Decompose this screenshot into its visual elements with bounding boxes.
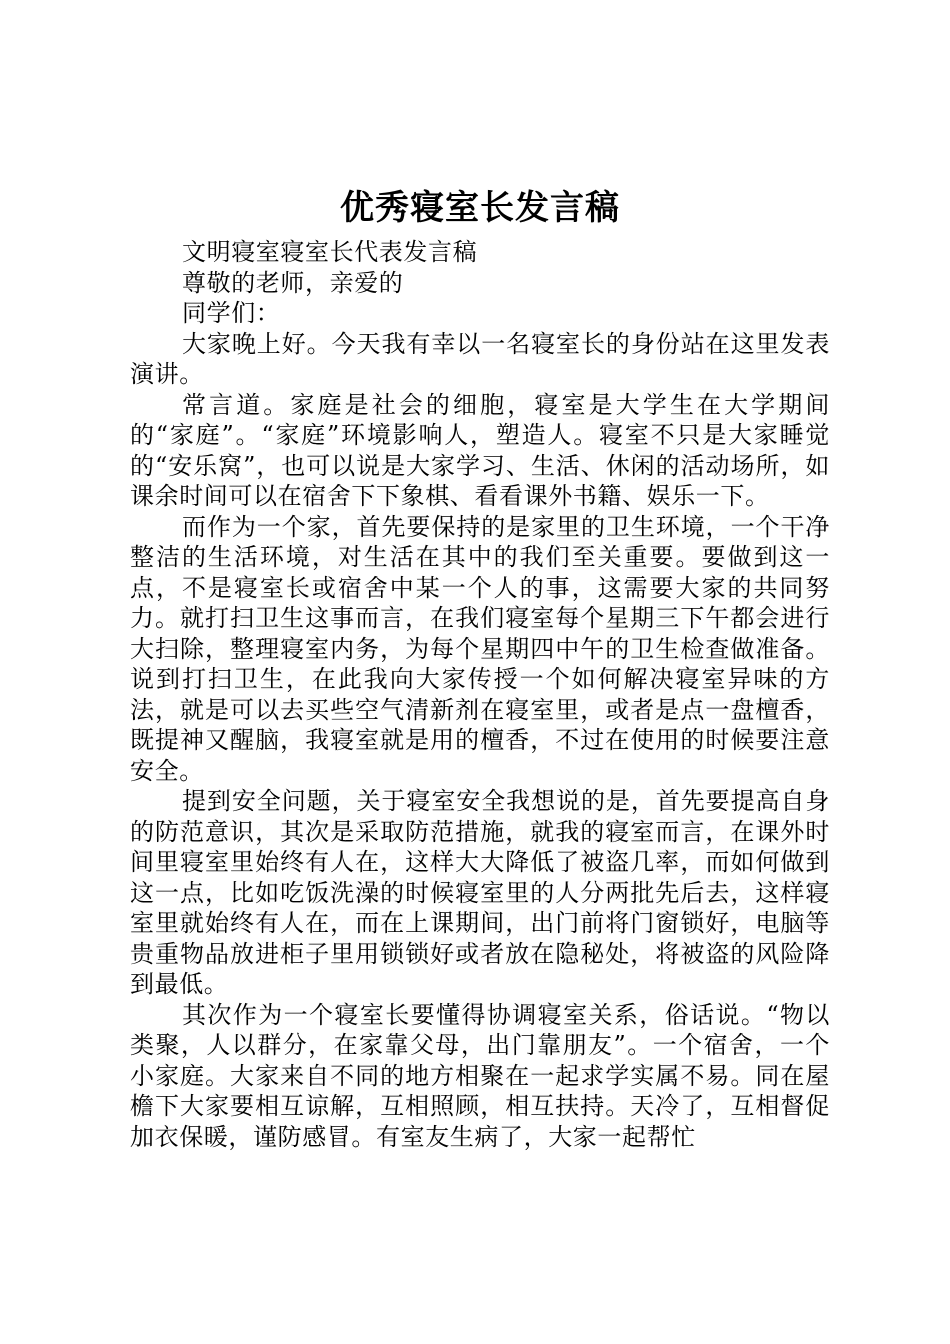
- paragraph-greeting: 大家晚上好。今天我有幸以一名寝室长的身份站在这里发表演讲。: [130, 329, 830, 388]
- paragraph-safety: 提到安全问题，关于寝室安全我想说的是，首先要提高自身的防范意识，其次是采取防范措施，就我的寝室而言，在课外时间里寝室里始终有人在，这样大大降低了被盗几率，而如何做到这一点，比如吃饭洗澡的时候寝室里的人分两批先后去，这样寝室里就始终有人在，而在上课期间，出门前将门窗锁好，电脑等贵重物品放进柜子里用锁锁好或者放在隐秘处，将被盗的风险降到最低。: [130, 787, 830, 998]
- paragraph-family: 常言道。家庭是社会的细胞，寝室是大学生在大学期间的“家庭”。“家庭”环境影响人，塑造人。寝室不只是大家睡觉的“安乐窝”，也可以说是大家学习、生活、休闲的活动场所，如课余时间可以在宿舍下下象棋、看看课外书籍、娱乐一下。: [130, 390, 830, 510]
- paragraph-relations: 其次作为一个寝室长要懂得协调寝室关系，俗话说。“物以类聚，人以群分，在家靠父母，出门靠朋友”。一个宿舍，一个小家庭。大家来自不同的地方相聚在一起求学实属不易。同在屋檐下大家要相互谅解，互相照顾，相互扶持。天冷了，互相督促加衣保暖，谨防感冒。有室友生病了，大家一起帮忙: [130, 1000, 830, 1151]
- document-body: [130, 237, 830, 1152]
- document-title: 优秀寝室长发言稿: [340, 188, 620, 228]
- paragraph-hygiene: 而作为一个家，首先要保持的是家里的卫生环境，一个干净整洁的生活环境，对生活在其中的我们至关重要。要做到这一点，不是寝室长或宿舍中某一个人的事，这需要大家的共同努力。就打扫卫生这事而言，在我们寝室每个星期三下午都会进行大扫除，整理寝室内务，为每个星期四中午的卫生检查做准备。说到打扫卫生，在此我向大家传授一个如何解决寝室异味的方法，就是可以去买些空气清新剂在寝室里，或者是点一盘檀香，既提神又醒脑，我寝室就是用的檀香，不过在使用的时候要注意安全。: [130, 512, 830, 785]
- paragraph-salutation: 尊敬的老师，亲爱的: [182, 268, 404, 297]
- paragraph-salutation-cont: 同学们：: [182, 299, 281, 327]
- paragraph-heading: 文明寝室寝室长代表发言稿: [182, 238, 478, 266]
